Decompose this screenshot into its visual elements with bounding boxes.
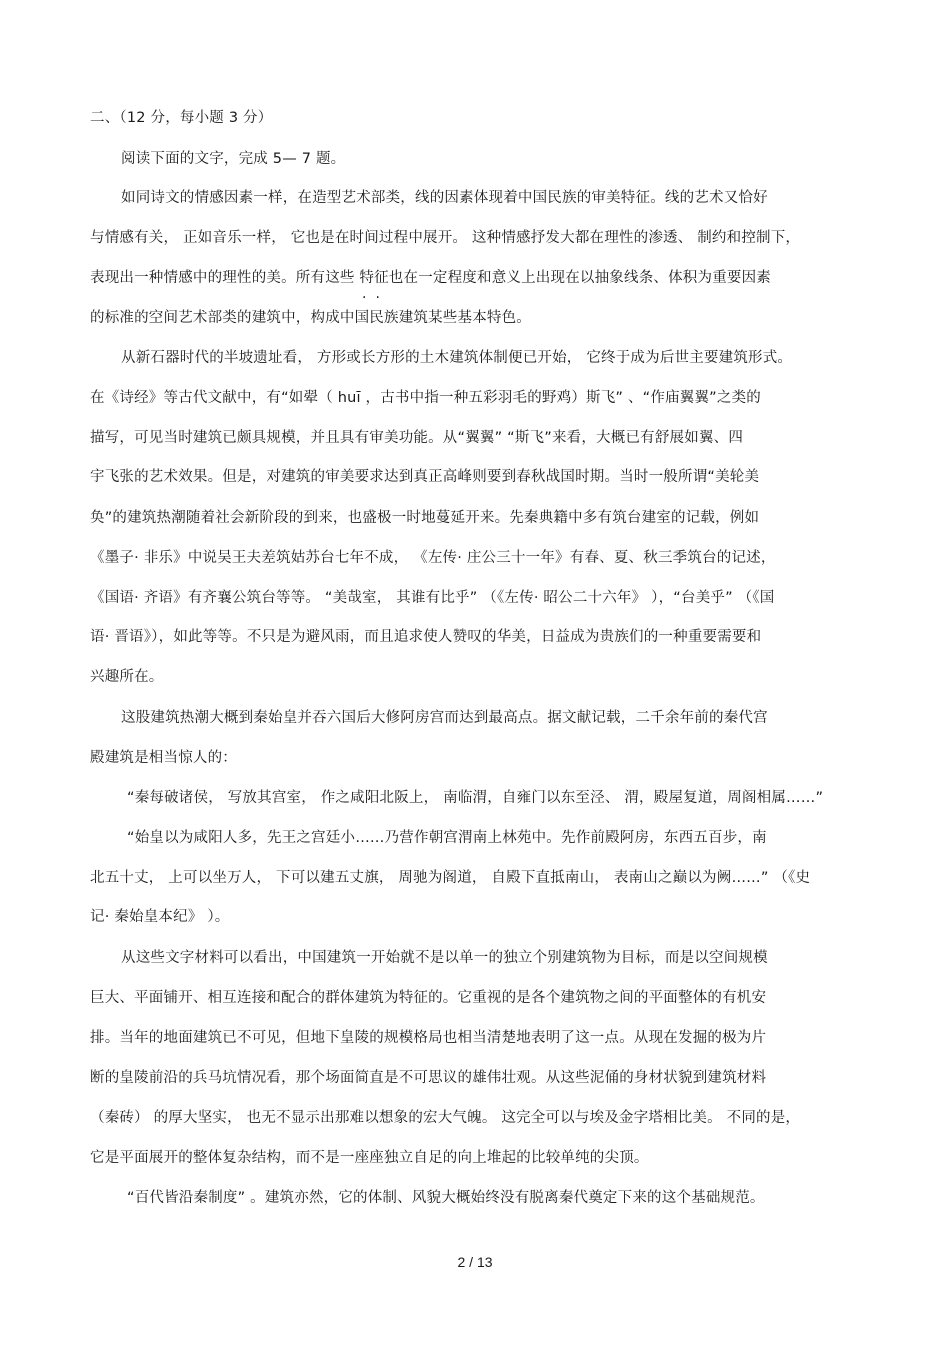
paragraph-2-line-8: 语· 晋语》），如此等等。不只是为避风雨，而且追求使人赞叹的华美，日益成为贵族们的一种重要需要和 bbox=[90, 629, 762, 645]
section-heading: 二、（12 分，每小题 3 分） bbox=[90, 110, 273, 126]
page-number: 2 / 13 bbox=[457, 1254, 493, 1270]
paragraph-2-line-3: 描写，可见当时建筑已颇具规模，并且具有审美功能。从“翼翼” “斯飞”来看，大概已有舒展如翼、四 bbox=[90, 430, 744, 446]
paragraph-4-line-5: （秦砖） 的厚大坚实， 也无不显示出那难以想象的宏大气魄。 这完全可以与埃及金字塔相比美。 不同的是， bbox=[90, 1110, 801, 1126]
quote-1-line-1: “秦每破诸侯， 写放其宫室， 作之咸阳北阪上， 南临渭，自雍门以东至泾、 渭，殿屋复道，周阁相属……” bbox=[127, 790, 824, 806]
quote-2-line-1: “始皇以为咸阳人多，先王之宫廷小……乃营作朝宫渭南上林苑中。先作前殿阿房，东西五百步，南 bbox=[127, 830, 767, 846]
paragraph-4-line-4: 断的皇陵前沿的兵马坑情况看，那个场面简直是不可思议的雄伟壮观。从这些泥俑的身材状貌到建筑材料 bbox=[90, 1070, 767, 1086]
paragraph-1-line-1: 如同诗文的情感因素一样，在造型艺术部类，线的因素体现着中国民族的审美特征。线的艺术又恰好 bbox=[121, 190, 768, 206]
paragraph-3-line-1: 这股建筑热潮大概到秦始皇并吞六国后大修阿房宫而达到最高点。据文献记载，二千余年前的秦代宫 bbox=[121, 710, 768, 726]
instruction-line: 阅读下面的文字，完成 5— 7 题。 bbox=[121, 151, 346, 167]
paragraph-2-line-6: 《墨子· 非乐》中说吴王夫差筑姑苏台七年不成， 《左传· 庄公三十一年》有春、夏、秋三季筑台的记述， bbox=[90, 550, 776, 566]
paragraph-5-line-1: “百代皆沿秦制度” 。建筑亦然，它的体制、风貌大概始终没有脱离秦代奠定下来的这个基础规范。 bbox=[127, 1190, 765, 1206]
paragraph-4-line-1: 从这些文字材料可以看出，中国建筑一开始就不是以单一的独立个别建筑物为目标，而是以空间规模 bbox=[121, 950, 768, 966]
paragraph-1-line-3: 表现出一种情感中的理性的美。所有这些 特征也在一定程度和意义上出现在以抽象线条、体积为重要因素 bbox=[90, 270, 772, 286]
paragraph-4-line-6: 它是平面展开的整体复杂结构，而不是一座座独立自足的向上堆起的比较单纯的尖顶。 bbox=[90, 1150, 649, 1166]
emphasis-dots: .. bbox=[362, 286, 389, 302]
paragraph-1-line-2: 与情感有关， 正如音乐一样， 它也是在时间过程中展开。 这种情感抒发大都在理性的渗透、 制约和控制下， bbox=[90, 230, 801, 246]
paragraph-1-line-4: 的标准的空间艺术部类的建筑中，构成中国民族建筑某些基本特色。 bbox=[90, 310, 531, 326]
paragraph-2-line-9: 兴趣所在。 bbox=[90, 669, 164, 685]
paragraph-2-line-5: 奂”的建筑热潮随着社会新阶段的到来，也盛极一时地蔓延开来。先秦典籍中多有筑台建室的记载，例如 bbox=[90, 510, 760, 526]
paragraph-2-line-4: 宇飞张的艺术效果。但是，对建筑的审美要求达到真正高峰则要到春秋战国时期。当时一般所谓“美轮美 bbox=[90, 469, 760, 485]
paragraph-2-line-1: 从新石器时代的半坡遗址看， 方形或长方形的土木建筑体制便已开始， 它终于成为后世主要建筑形式。 bbox=[121, 350, 793, 366]
quote-2-line-2: 北五十丈， 上可以坐万人， 下可以建五丈旗， 周驰为阁道， 自殿下直抵南山， 表南山之巅以为阙……” （《史 bbox=[90, 870, 811, 886]
quote-2-line-3: 记· 秦始皇本纪》 ）。 bbox=[90, 909, 230, 925]
paragraph-4-line-2: 巨大、平面铺开、相互连接和配合的群体建筑为特征的。它重视的是各个建筑物之间的平面整体的有机安 bbox=[90, 990, 767, 1006]
paragraph-4-line-3: 排。当年的地面建筑已不可见，但地下皇陵的规模格局也相当清楚地表明了这一点。从现在发掘的极为片 bbox=[90, 1030, 767, 1046]
paragraph-2-line-2: 在《诗经》等古代文献中，有“如翚（ huī ，古书中指一种五彩羽毛的野鸡）斯飞” 、“作庙翼翼”之类的 bbox=[90, 390, 761, 406]
paragraph-3-line-2: 殿建筑是相当惊人的： bbox=[90, 750, 237, 766]
paragraph-2-line-7: 《国语· 齐语》有齐襄公筑台等等。 “美哉室， 其谁有比乎” （《左传· 昭公二十六年》 ），“台美乎” （《国 bbox=[90, 590, 775, 606]
